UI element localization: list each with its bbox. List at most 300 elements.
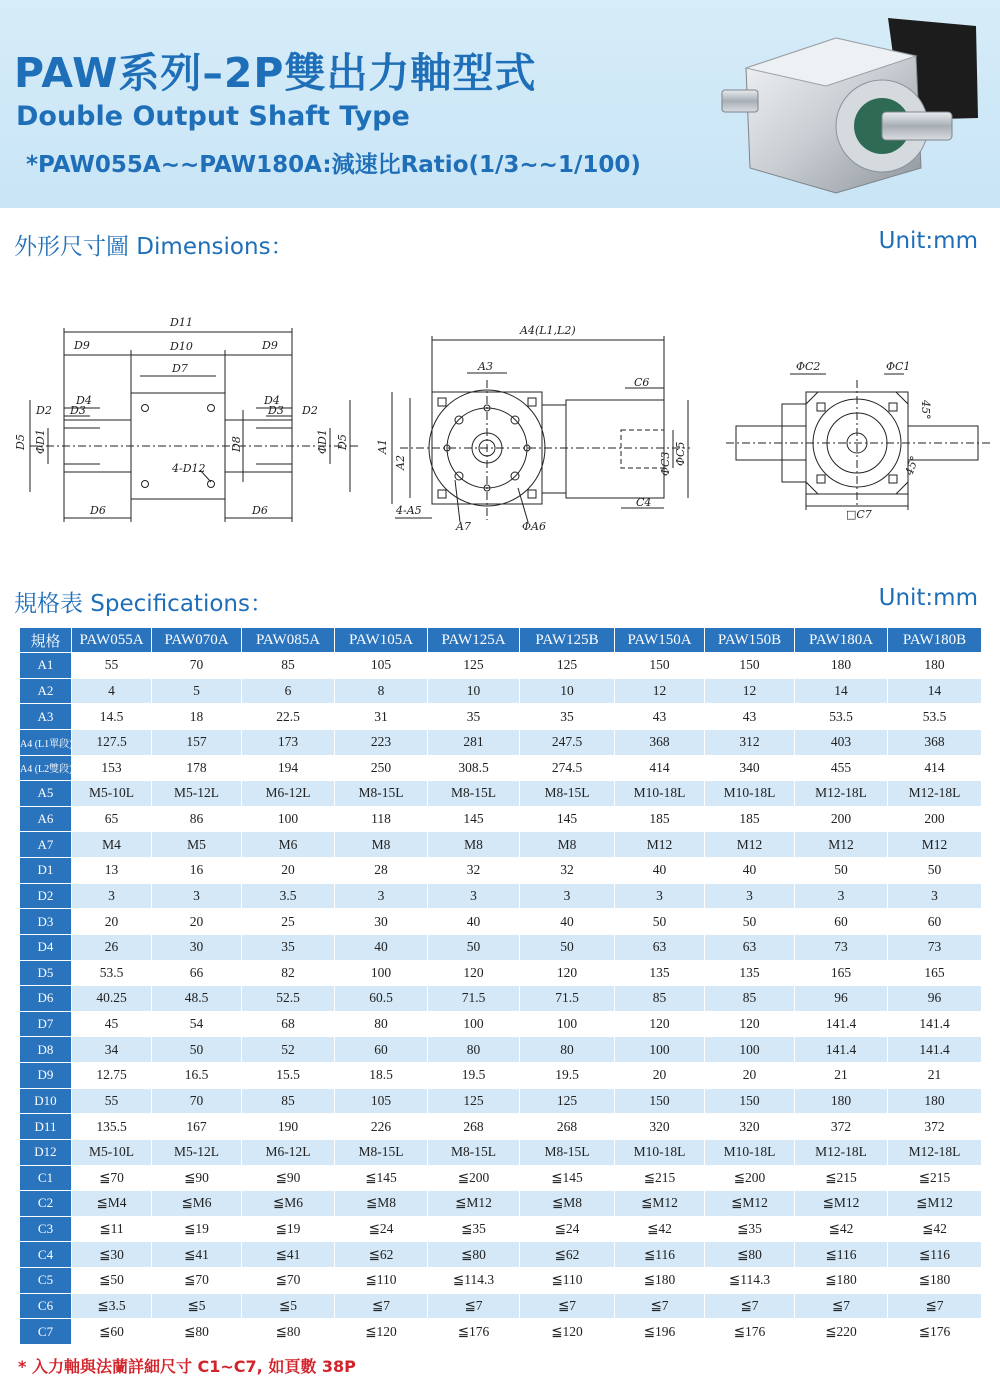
table-cell: 60	[335, 1037, 428, 1063]
row-label: C7	[20, 1319, 72, 1345]
table-cell: ≦176	[428, 1319, 520, 1345]
table-cell: 125	[428, 653, 520, 679]
table-cell: ≦3.5	[72, 1293, 152, 1319]
table-cell: 185	[615, 806, 705, 832]
table-cell: 20	[615, 1063, 705, 1089]
table-cell: 141.4	[888, 1011, 982, 1037]
table-cell: 22.5	[242, 704, 335, 730]
table-cell: 12.75	[72, 1063, 152, 1089]
table-row	[20, 1088, 982, 1114]
table-cell: 55	[72, 1088, 152, 1114]
table-cell: 145	[428, 806, 520, 832]
table-cell: 73	[888, 934, 982, 960]
table-cell: 200	[888, 806, 982, 832]
table-cell: 63	[615, 934, 705, 960]
table-cell: ≦62	[335, 1242, 428, 1268]
table-cell: ≦41	[152, 1242, 242, 1268]
label-d9-left: D9	[74, 339, 90, 352]
table-cell: 60.5	[335, 986, 428, 1012]
table-cell: ≦24	[335, 1216, 428, 1242]
row-label: A3	[20, 704, 72, 730]
table-cell: 5	[152, 678, 242, 704]
table-row	[20, 1165, 982, 1191]
table-cell: 100	[335, 960, 428, 986]
table-cell: ≦110	[335, 1268, 428, 1294]
label-d6-left: D6	[90, 504, 106, 517]
table-cell: ≦110	[520, 1268, 615, 1294]
table-cell: 32	[428, 858, 520, 884]
table-cell: 127.5	[72, 729, 152, 755]
table-cell: M4	[72, 832, 152, 858]
row-label: C5	[20, 1268, 72, 1294]
row-label: C3	[20, 1216, 72, 1242]
footnote: * 入力軸與法蘭詳細尺寸 C1~C7, 如頁數 38P	[18, 1357, 356, 1376]
table-cell: 65	[72, 806, 152, 832]
table-cell: 135.5	[72, 1114, 152, 1140]
table-cell: 320	[615, 1114, 705, 1140]
table-cell: 34	[72, 1037, 152, 1063]
table-cell: 150	[705, 653, 795, 679]
label-c7: □C7	[846, 508, 872, 521]
table-cell: M5-10L	[72, 1139, 152, 1165]
table-cell: ≦215	[795, 1165, 888, 1191]
table-cell: 96	[888, 986, 982, 1012]
table-cell: 71.5	[520, 986, 615, 1012]
table-cell: 40	[705, 858, 795, 884]
table-cell: M12	[615, 832, 705, 858]
table-cell: M8-15L	[335, 1139, 428, 1165]
table-cell: ≦120	[335, 1319, 428, 1345]
table-cell: 150	[705, 1088, 795, 1114]
table-row	[20, 653, 982, 679]
table-cell: 50	[888, 858, 982, 884]
table-cell: 194	[242, 755, 335, 781]
table-cell: ≦220	[795, 1319, 888, 1345]
table-cell: 250	[335, 755, 428, 781]
row-label: A1	[20, 653, 72, 679]
label-c1: ΦC1	[886, 360, 911, 373]
table-cell: ≦116	[795, 1242, 888, 1268]
table-cell: 35	[520, 704, 615, 730]
page-title: PAW系列–2P雙出力軸型式	[14, 49, 537, 97]
table-row	[20, 704, 982, 730]
table-cell: 50	[615, 909, 705, 935]
label-d7: D7	[172, 362, 188, 375]
table-cell: 141.4	[795, 1011, 888, 1037]
label-45-top: 45°	[919, 400, 932, 420]
row-label: C1	[20, 1165, 72, 1191]
table-cell: ≦80	[428, 1242, 520, 1268]
table-header-spec: 規格	[20, 628, 72, 653]
table-cell: 45	[72, 1011, 152, 1037]
table-cell: 180	[888, 1088, 982, 1114]
table-cell: 178	[152, 755, 242, 781]
table-cell: 100	[705, 1037, 795, 1063]
table-cell: ≦19	[152, 1216, 242, 1242]
label-d2-left: D2	[36, 404, 52, 417]
row-label: A2	[20, 678, 72, 704]
row-label: D11	[20, 1114, 72, 1140]
table-cell: 105	[335, 653, 428, 679]
table-cell: 120	[428, 960, 520, 986]
table-cell: ≦11	[72, 1216, 152, 1242]
table-cell: M8	[428, 832, 520, 858]
specs-title: 規格表 Specifications：	[14, 591, 273, 617]
table-cell: 68	[242, 1011, 335, 1037]
label-d6-right: D6	[252, 504, 268, 517]
table-cell: 50	[520, 934, 615, 960]
table-cell: 12	[705, 678, 795, 704]
table-cell: 200	[795, 806, 888, 832]
table-cell: 10	[428, 678, 520, 704]
table-row	[20, 678, 982, 704]
table-row	[20, 986, 982, 1012]
table-cell: M6	[242, 832, 335, 858]
table-header-model: PAW125B	[520, 628, 615, 653]
table-header-model: PAW105A	[335, 628, 428, 653]
table-cell: 82	[242, 960, 335, 986]
table-cell: 21	[795, 1063, 888, 1089]
table-cell: 53.5	[795, 704, 888, 730]
label-c3: ΦC3	[659, 451, 672, 476]
row-label: A7	[20, 832, 72, 858]
table-row	[20, 1011, 982, 1037]
table-cell: 16	[152, 858, 242, 884]
table-cell: 70	[152, 1088, 242, 1114]
label-d8: D8	[230, 436, 243, 452]
table-cell: ≦80	[152, 1319, 242, 1345]
table-cell: 43	[705, 704, 795, 730]
table-cell: 70	[152, 653, 242, 679]
table-cell: 145	[520, 806, 615, 832]
table-cell: ≦70	[152, 1268, 242, 1294]
table-cell: 80	[520, 1037, 615, 1063]
table-row	[20, 1293, 982, 1319]
table-cell: ≦M12	[428, 1191, 520, 1217]
table-cell: 19.5	[520, 1063, 615, 1089]
table-cell: 40	[615, 858, 705, 884]
table-cell: ≦215	[888, 1165, 982, 1191]
table-cell: ≦176	[888, 1319, 982, 1345]
table-cell: 281	[428, 729, 520, 755]
table-cell: M5-12L	[152, 781, 242, 807]
table-cell: ≦116	[615, 1242, 705, 1268]
table-cell: ≦196	[615, 1319, 705, 1345]
table-cell: ≦19	[242, 1216, 335, 1242]
table-cell: ≦35	[428, 1216, 520, 1242]
table-cell: 80	[335, 1011, 428, 1037]
table-cell: 173	[242, 729, 335, 755]
table-cell: 414	[888, 755, 982, 781]
table-row	[20, 781, 982, 807]
table-cell: 40.25	[72, 986, 152, 1012]
label-d4-right: D4	[264, 394, 280, 407]
table-cell: 14	[795, 678, 888, 704]
table-cell: 153	[72, 755, 152, 781]
table-cell: 180	[795, 1088, 888, 1114]
table-cell: 226	[335, 1114, 428, 1140]
table-cell: 3	[335, 883, 428, 909]
table-cell: ≦M12	[795, 1191, 888, 1217]
dimensions-title: 外形尺寸圖 Dimensions：	[14, 234, 294, 260]
table-cell: 247.5	[520, 729, 615, 755]
table-cell: 3	[795, 883, 888, 909]
table-cell: ≦80	[705, 1242, 795, 1268]
table-cell: 180	[888, 653, 982, 679]
table-cell: 40	[428, 909, 520, 935]
table-cell: 308.5	[428, 755, 520, 781]
table-cell: M12-18L	[795, 1139, 888, 1165]
table-cell: 85	[615, 986, 705, 1012]
table-cell: M8-15L	[428, 1139, 520, 1165]
table-cell: 18	[152, 704, 242, 730]
label-45-bottom: 45°	[902, 454, 922, 478]
table-cell: 71.5	[428, 986, 520, 1012]
table-cell: 100	[520, 1011, 615, 1037]
table-cell: 3	[705, 883, 795, 909]
table-cell: ≦114.3	[428, 1268, 520, 1294]
table-cell: 135	[615, 960, 705, 986]
table-cell: 372	[888, 1114, 982, 1140]
table-cell: M12	[795, 832, 888, 858]
label-d3-left: D3	[70, 404, 86, 417]
table-cell: ≦7	[335, 1293, 428, 1319]
table-cell: M5-10L	[72, 781, 152, 807]
table-cell: 125	[520, 1088, 615, 1114]
row-label: D3	[20, 909, 72, 935]
table-row	[20, 1139, 982, 1165]
table-cell: 190	[242, 1114, 335, 1140]
table-cell: M10-18L	[705, 1139, 795, 1165]
table-cell: 6	[242, 678, 335, 704]
table-cell: ≦30	[72, 1242, 152, 1268]
table-cell: 50	[152, 1037, 242, 1063]
table-cell: 268	[428, 1114, 520, 1140]
table-cell: ≦90	[152, 1165, 242, 1191]
table-cell: 3	[428, 883, 520, 909]
table-cell: ≦42	[615, 1216, 705, 1242]
table-cell: 120	[615, 1011, 705, 1037]
table-header-model: PAW085A	[242, 628, 335, 653]
table-cell: 368	[888, 729, 982, 755]
label-a2: A2	[394, 455, 407, 470]
label-a4: A4(L1,L2)	[520, 324, 576, 337]
table-cell: 43	[615, 704, 705, 730]
label-c6: C6	[634, 376, 650, 389]
page-subtitle: Double Output Shaft Type	[16, 101, 410, 132]
table-cell: ≦41	[242, 1242, 335, 1268]
row-label: D6	[20, 986, 72, 1012]
table-header-model: PAW180B	[888, 628, 982, 653]
table-cell: 40	[520, 909, 615, 935]
table-cell: ≦145	[520, 1165, 615, 1191]
table-cell: ≦7	[705, 1293, 795, 1319]
table-cell: 150	[615, 1088, 705, 1114]
table-cell: 320	[705, 1114, 795, 1140]
table-cell: ≦180	[795, 1268, 888, 1294]
table-cell: M6-12L	[242, 781, 335, 807]
specs-unit: Unit:mm	[878, 585, 978, 611]
table-cell: 268	[520, 1114, 615, 1140]
table-cell: ≦180	[615, 1268, 705, 1294]
table-cell: 19.5	[428, 1063, 520, 1089]
table-cell: M8	[520, 832, 615, 858]
table-cell: 25	[242, 909, 335, 935]
table-cell: M12	[705, 832, 795, 858]
label-d3-right: D3	[268, 404, 284, 417]
table-cell: 3	[888, 883, 982, 909]
table-cell: 60	[888, 909, 982, 935]
table-cell: 120	[520, 960, 615, 986]
table-cell: M8-15L	[520, 781, 615, 807]
table-row	[20, 883, 982, 909]
table-cell: 8	[335, 678, 428, 704]
table-cell: 340	[705, 755, 795, 781]
table-cell: 165	[888, 960, 982, 986]
table-cell: ≦M4	[72, 1191, 152, 1217]
table-cell: 223	[335, 729, 428, 755]
table-cell: ≦145	[335, 1165, 428, 1191]
table-cell: M12-18L	[888, 1139, 982, 1165]
table-cell: M6-12L	[242, 1139, 335, 1165]
row-label: D4	[20, 934, 72, 960]
row-label: A4 (L1單段)	[20, 729, 72, 755]
table-header-model: PAW150B	[705, 628, 795, 653]
label-a7: A7	[456, 520, 471, 533]
table-header-model: PAW055A	[72, 628, 152, 653]
table-cell: 60	[795, 909, 888, 935]
table-cell: 100	[242, 806, 335, 832]
table-cell: 63	[705, 934, 795, 960]
table-cell: 31	[335, 704, 428, 730]
table-cell: 20	[152, 909, 242, 935]
table-header-model: PAW070A	[152, 628, 242, 653]
table-cell: 18.5	[335, 1063, 428, 1089]
table-cell: M5	[152, 832, 242, 858]
table-row	[20, 960, 982, 986]
table-cell: 13	[72, 858, 152, 884]
table-cell: 35	[428, 704, 520, 730]
row-label: D10	[20, 1088, 72, 1114]
table-cell: ≦M6	[242, 1191, 335, 1217]
row-label: D5	[20, 960, 72, 986]
table-cell: ≦42	[795, 1216, 888, 1242]
label-c4: C4	[636, 496, 652, 509]
table-cell: 85	[242, 1088, 335, 1114]
table-cell: 20	[705, 1063, 795, 1089]
table-row	[20, 909, 982, 935]
table-cell: M12-18L	[795, 781, 888, 807]
table-cell: 26	[72, 934, 152, 960]
table-cell: M8	[335, 832, 428, 858]
row-label: D1	[20, 858, 72, 884]
table-cell: ≦M6	[152, 1191, 242, 1217]
row-label: A5	[20, 781, 72, 807]
table-cell: ≦50	[72, 1268, 152, 1294]
table-row	[20, 755, 982, 781]
table-cell: M12	[888, 832, 982, 858]
table-cell: ≦90	[242, 1165, 335, 1191]
table-cell: 30	[152, 934, 242, 960]
table-cell: 118	[335, 806, 428, 832]
table-cell: ≦70	[72, 1165, 152, 1191]
table-cell: ≦7	[520, 1293, 615, 1319]
table-cell: 80	[428, 1037, 520, 1063]
table-cell: 85	[242, 653, 335, 679]
table-cell: 16.5	[152, 1063, 242, 1089]
table-cell: 368	[615, 729, 705, 755]
row-label: D7	[20, 1011, 72, 1037]
table-row	[20, 1063, 982, 1089]
table-cell: 14	[888, 678, 982, 704]
table-cell: 50	[705, 909, 795, 935]
label-d9-right: D9	[262, 339, 278, 352]
table-cell: ≦200	[705, 1165, 795, 1191]
table-cell: 53.5	[72, 960, 152, 986]
table-cell: 455	[795, 755, 888, 781]
dimension-drawings	[0, 300, 1000, 540]
row-label: D2	[20, 883, 72, 909]
table-cell: 414	[615, 755, 705, 781]
gearbox-photo	[716, 8, 988, 202]
table-cell: 52	[242, 1037, 335, 1063]
table-cell: 15.5	[242, 1063, 335, 1089]
table-cell: ≦7	[888, 1293, 982, 1319]
label-c2: ΦC2	[796, 360, 821, 373]
table-cell: 157	[152, 729, 242, 755]
table-cell: 100	[428, 1011, 520, 1037]
table-cell: M12-18L	[888, 781, 982, 807]
table-cell: 50	[428, 934, 520, 960]
label-d5-left: D5	[14, 434, 27, 450]
table-row	[20, 729, 982, 755]
table-cell: 55	[72, 653, 152, 679]
table-cell: 73	[795, 934, 888, 960]
table-cell: 66	[152, 960, 242, 986]
table-cell: 54	[152, 1011, 242, 1037]
label-c5: ΦC5	[674, 441, 687, 466]
table-row	[20, 1216, 982, 1242]
table-row	[20, 832, 982, 858]
row-label: D9	[20, 1063, 72, 1089]
table-cell: 185	[705, 806, 795, 832]
table-cell: ≦176	[705, 1319, 795, 1345]
table-cell: 165	[795, 960, 888, 986]
table-cell: 48.5	[152, 986, 242, 1012]
table-cell: ≦180	[888, 1268, 982, 1294]
table-cell: 32	[520, 858, 615, 884]
table-cell: 180	[795, 653, 888, 679]
table-cell: 372	[795, 1114, 888, 1140]
row-label: C2	[20, 1191, 72, 1217]
table-cell: ≦5	[152, 1293, 242, 1319]
ratio-line: *PAW055A~~PAW180A:減速比Ratio(1/3~~1/100)	[26, 152, 641, 178]
table-cell: 86	[152, 806, 242, 832]
table-cell: M8-15L	[428, 781, 520, 807]
table-cell: ≦215	[615, 1165, 705, 1191]
specifications-table	[19, 627, 982, 1345]
table-cell: 125	[520, 653, 615, 679]
label-d10: D10	[170, 340, 193, 353]
table-row	[20, 858, 982, 884]
table-cell: 3.5	[242, 883, 335, 909]
table-cell: 28	[335, 858, 428, 884]
row-label: D8	[20, 1037, 72, 1063]
label-d11: D11	[170, 316, 193, 329]
table-cell: 12	[615, 678, 705, 704]
label-a1: A1	[376, 439, 389, 454]
table-cell: 3	[72, 883, 152, 909]
